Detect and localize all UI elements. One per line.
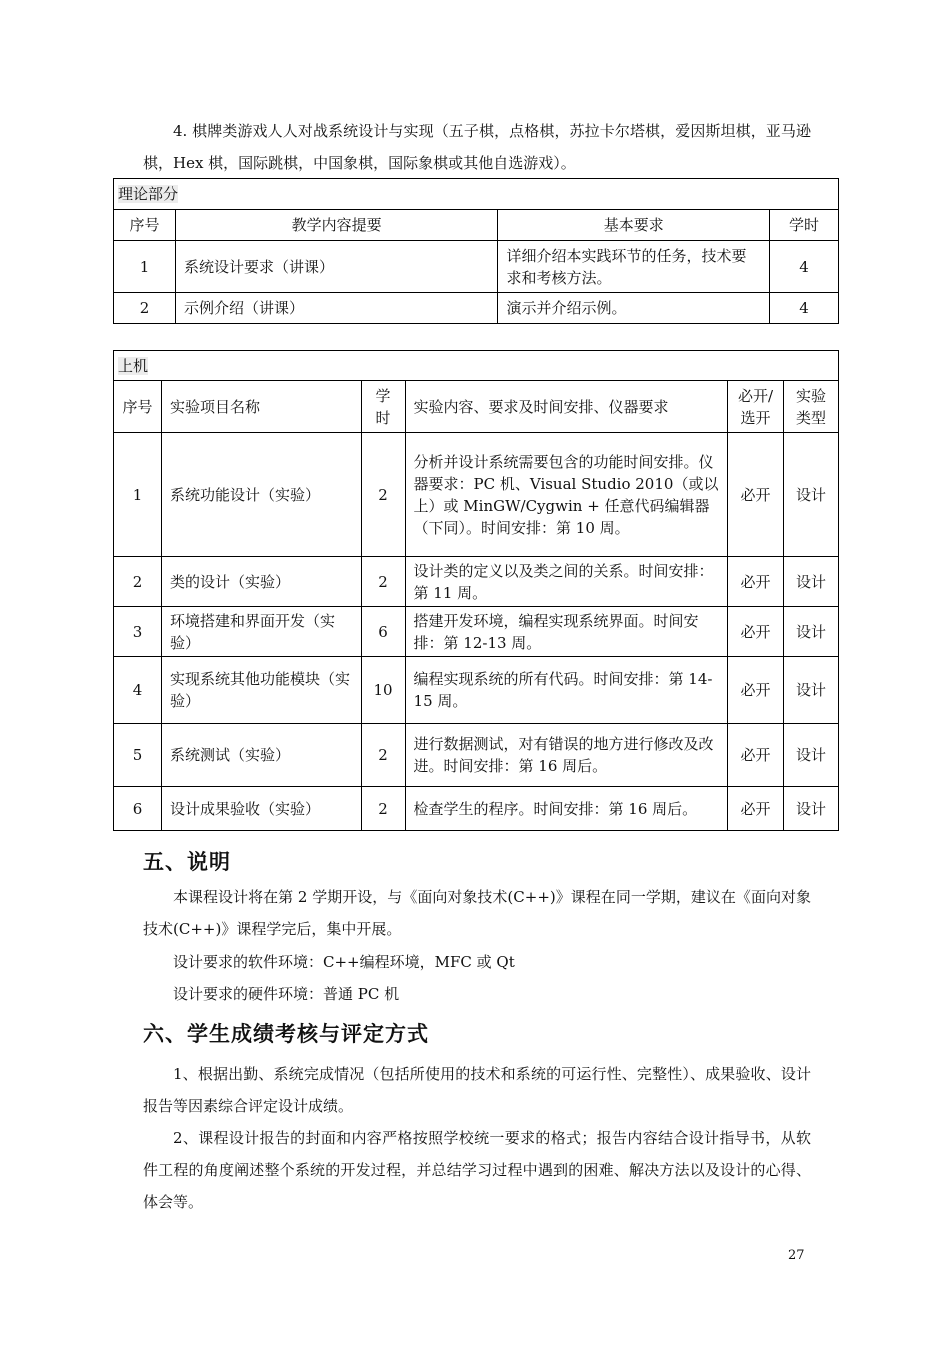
theory-table [113,178,839,324]
section5-paragraph-1: 本课程设计将在第 2 学期开设，与《面向对象技术(C++)》课程在同一学期，建议在《面向对象技术(C++)》课程学完后，集中开展。 [143,888,811,938]
header-hours: 学时 [361,381,405,433]
table-row: 2 类的设计（实验） 2 设计类的定义以及类之间的关系。时间安排：第 11 周。 必开 设计 [114,557,839,607]
header-hours: 学时 [770,210,839,241]
header-requirement: 基本要求 [498,210,770,241]
section5-software-env: 设计要求的软件环境：C++编程环境，MFC 或 Qt [173,953,515,971]
header-desc: 实验内容、要求及时间安排、仪器要求 [405,381,728,433]
theory-section-label: 理论部分 [114,179,839,210]
table-row: 4 实现系统其他功能模块（实验） 10 编程实现系统的所有代码。时间安排：第 14-15 周。 必开 设计 [114,657,839,724]
table-row: 1 系统功能设计（实验） 2 分析并设计系统需要包含的功能时间安排。仪器要求：PC 机、Visual Studio 2010（或以上）或 MinGW/Cygwin + 任意代码编辑器（下同）。时间安排：第 10 周。 必开 设计 [114,433,839,557]
section6-paragraph-2: 2、课程设计报告的封面和内容严格按照学校统一要求的格式；报告内容结合设计指导书，从软件工程的角度阐述整个系统的开发过程，并总结学习过程中遇到的困难、解决方法以及设计的心得、体会等。 [143,1129,811,1211]
lab-table [113,350,839,831]
header-required: 必开/选开 [728,381,784,433]
intro-paragraph: 4. 棋牌类游戏人人对战系统设计与实现（五子棋，点格棋，苏拉卡尔塔棋，爱因斯坦棋，亚马逊棋，Hex 棋，国际跳棋，中国象棋，国际象棋或其他自选游戏）。 [143,122,811,172]
table-row: 5 系统测试（实验） 2 进行数据测试，对有错误的地方进行修改及改进。时间安排：第 16 周后。 必开 设计 [114,724,839,787]
table-row: 6 设计成果验收（实验） 2 检查学生的程序。时间安排：第 16 周后。 必开 设计 [114,787,839,831]
lab-section-label: 上机 [114,351,839,381]
header-type: 实验类型 [784,381,839,433]
section6-heading: 六、学生成绩考核与评定方式 [143,1022,429,1046]
header-no: 序号 [114,210,176,241]
section5-hardware-env: 设计要求的硬件环境：普通 PC 机 [173,985,400,1003]
theory-header-row [114,210,839,241]
table-row: 1 系统设计要求（讲课） 详细介绍本实践环节的任务，技术要求和考核方法。 4 [114,241,839,293]
section5-heading: 五、说明 [143,850,231,874]
header-name: 实验项目名称 [161,381,361,433]
table-row: 2 示例介绍（讲课） 演示并介绍示例。 4 [114,293,839,324]
header-content: 教学内容提要 [175,210,498,241]
header-no: 序号 [114,381,162,433]
section6-paragraph-1: 1、根据出勤、系统完成情况（包括所使用的技术和系统的可运行性、完整性）、成果验收、设计报告等因素综合评定设计成绩。 [143,1065,811,1115]
table-row: 3 环境搭建和界面开发（实验） 6 搭建开发环境，编程实现系统界面。时间安排：第 12-13 周。 必开 设计 [114,607,839,657]
lab-header-row [114,381,839,433]
page-number: 27 [788,1248,805,1263]
